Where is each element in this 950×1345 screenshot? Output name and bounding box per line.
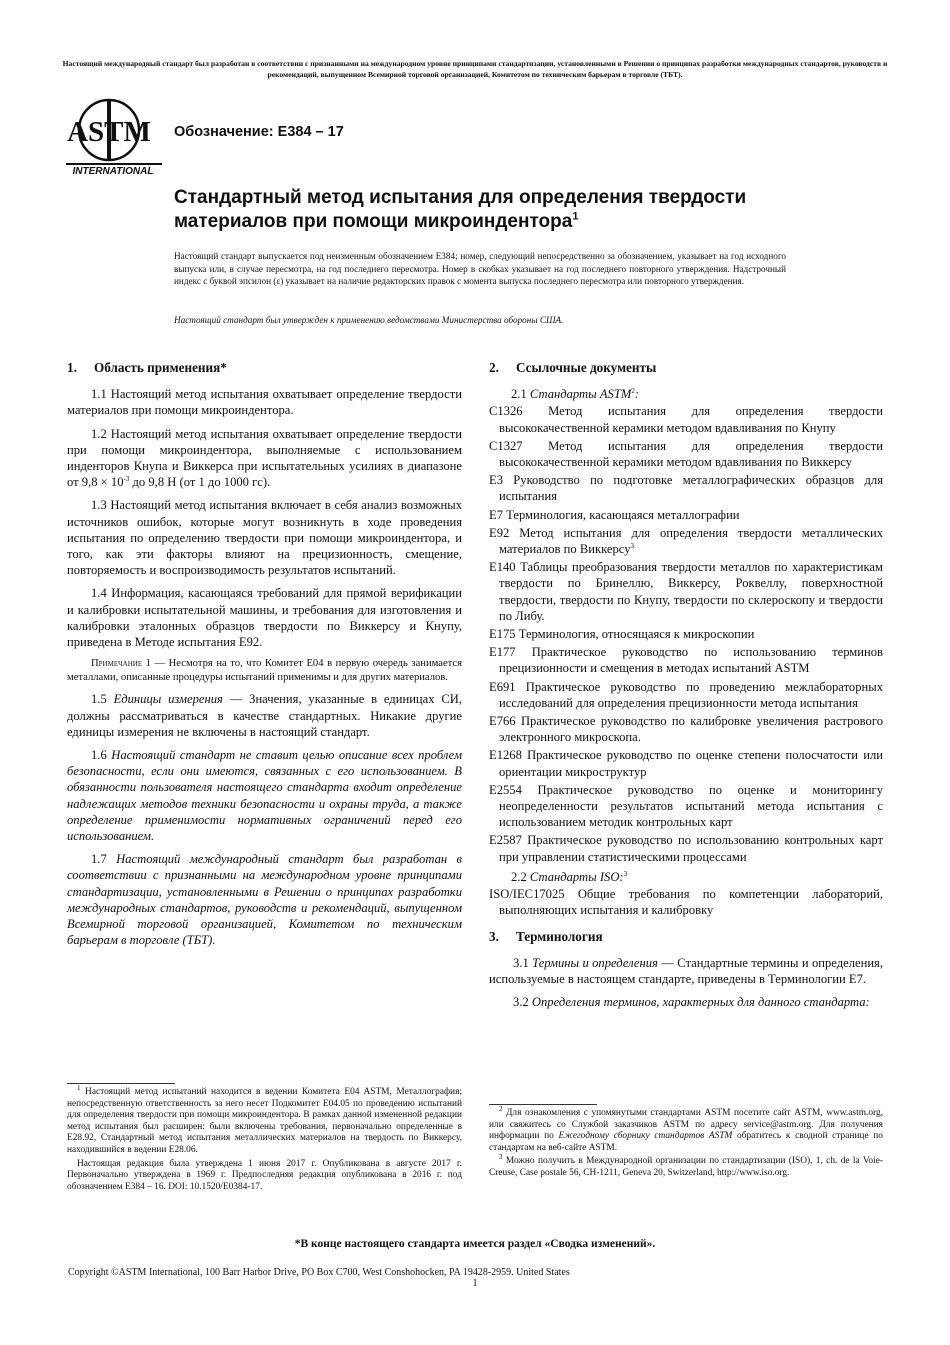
- footnote-rule: [67, 1083, 175, 1084]
- page-number: 1: [472, 1278, 478, 1289]
- ref-item: E175 Терминология, относящаяся к микроскопии: [489, 627, 755, 642]
- ref-item: E766 Практическое руководство по калибровке увеличения растрового электронного микроскопа.: [489, 714, 883, 745]
- copyright: Copyright ©ASTM International, 100 Barr Harbor Drive, PO Box C700, West Conshohocken, PA 19428-2959. United States: [68, 1267, 570, 1278]
- ref-item-iso: ISO/IEC17025 Общие требования по компетенции лабораторий, выполняющих испытания и калибровку: [489, 887, 883, 918]
- ref-item: E140 Таблицы преобразования твердости металлов по характеристикам твердости по Бринеллю, Виккерсу, Роквеллу, поверхностной твердости, твердости по Кнупу, твердости по склероскопу и твердости по Либу.: [489, 560, 883, 623]
- left-column: [67, 360, 462, 955]
- paragraph-1-1: 1.1 Настоящий метод испытания охватывает определение твердости материалов при помощи микроиндентора.: [67, 387, 462, 418]
- paragraph-3-2: 3.2 Определения терминов, характерных для данного стандарта:: [513, 995, 870, 1010]
- paragraph-1-5: 1.5 Единицы измерения — Значения, указанные в единицах СИ, должны рассматриваться в качестве стандартных. Никакие другие единицы измерения не включены в настоящий стандарт.: [67, 692, 463, 739]
- ref-item: C1327 Метод испытания для определения твердости высококачественной керамики методом вдавливания по Виккерсу: [489, 438, 883, 470]
- paragraph-1-6: 1.6 Настоящий стандарт не ставит целью описание всех проблем безопасности, если они имеются, связанных с его использованием. В обязанности пользователя настоящего стандарта входит определение надлежащих методов техники безопасности и охраны труда, а также определение применимости нормативных ограничений перед его использованием.: [67, 748, 462, 844]
- footnote-2: $^2$ Для ознакомления с упомянутыми стандартами ASTM посетите сайт ASTM, www.astm.org, или свяжитесь со Службой заказчиков ASTM по адресу service@astm.org. Для получения информации по Ежегодному сборнику стандартов ASTM обратитесь к сводной странице по стандартам на веб-сайте ASTM.: [489, 1104, 883, 1153]
- footnotes-right: [489, 1104, 883, 1182]
- astm-logo: [64, 97, 164, 177]
- subsection-2-2: 2.2 Стандарты ISO:$^3$: [511, 869, 628, 884]
- title-text: Стандартный метод испытания для определения твердости материалов при помощи микроиндентора: [174, 187, 747, 232]
- designation: Обозначение: E384 – 17: [174, 124, 344, 140]
- footnote-1-revision: Настоящая редакция была утверждена 1 июня 2017 г. Опубликована в августе 2017 г. Первоначально утверждена в 1969 г. Предпоследняя редакция опубликована в 2016 г. под обозначением E384 – 16. DOI: 10.1520/E0384-17.: [67, 1158, 462, 1192]
- footnotes-left: [67, 1083, 462, 1195]
- ref-item: E2554 Практическое руководство по оценке и мониторингу неопределенности результатов испытаний метода испытания с использованием методик контрольных карт: [489, 782, 883, 830]
- paragraph-1-7: 1.7 Настоящий международный стандарт был разработан в соответствии с признанными на международном уровне принципами стандартизации, установленными в Решении о принципах разработки международных стандартов, руководств и рекомендаций, выпущенном Всемирной торговой организацией, Комитетом по техническим барьерам в торговле (ТБТ).: [67, 852, 462, 948]
- logo-letters: ASTM: [67, 116, 151, 148]
- section-1-heading: 1. Область применения*: [67, 360, 227, 375]
- paragraph-3-1: 3.1 Термины и определения — Стандартные термины и определения, используемые в настоящем стандарте, приведены в Терминологии E7.: [489, 955, 883, 986]
- note-1: Примечание 1 — Несмотря на то, что Комитет E04 в первую очередь занимается металлами, описанные процедуры испытаний применимы и для других материалов.: [67, 658, 462, 683]
- ref-item: C1326 Метод испытания для определения твердости высококачественной керамики методом вдавливания по Кнупу: [489, 404, 883, 435]
- ref-item: E177 Практическое руководство по использованию терминов прецизионности и смещения в методах испытаний ASTM: [489, 645, 883, 676]
- ref-item: E2587 Практическое руководство по использованию контрольных карт при управлении статистическими процессами: [489, 833, 883, 864]
- section-3-heading: 3. Терминология: [489, 928, 603, 944]
- paragraph-1-3: 1.3 Настоящий метод испытания включает в себя анализ возможных источников ошибок, которые могут возникнуть в ходе проведения испытания по определению твердости при помощи микроиндентора, и того, как эти факторы влияют на прецизионность, смещение, повторяемость и воспроизводимость результатов испытаний.: [67, 498, 462, 578]
- summary-of-changes-note: *В конце настоящего стандарта имеется раздел «Сводка изменений».: [294, 1238, 656, 1250]
- ref-item: E92 Метод испытания для определения твердости металлических материалов по Виккерсу$^3$: [489, 525, 883, 557]
- subsection-2-1: 2.1 Стандарты ASTM$^2$:: [511, 387, 640, 402]
- section-2-heading: 2. Ссылочные документы: [489, 360, 657, 375]
- ref-item: E691 Практическое руководство по проведению межлабораторных исследований для определения прецизионности метода испытания: [489, 679, 883, 710]
- ref-item: E7 Терминология, касающаяся металлографии: [489, 507, 740, 522]
- wto-notice: Настоящий международный стандарт был разработан в соответствии с признанными на международном уровне принципами стандартизации, установленными в Решении о принципах разработки международных стандартов, руководств и рекомендаций, выпущенном Всемирной торговой организацией, Комитетом по техническим барьерам в торговле (ТБТ).: [62, 59, 888, 79]
- paragraph-1-2: 1.2 Настоящий метод испытания охватывает определение твердости при помощи микроиндентора, выполняемые с использованием инденторов Кнупа и Виккерса при испытательных усилиях в диапазоне от $9,8 \times 10^{-3}$ до 9,8 Н (от 1 до 1000 гс).: [67, 426, 462, 490]
- ref-item: E3 Руководство по подготовке металлографических образцов для испытания: [489, 473, 883, 504]
- paragraph-1-4: 1.4 Информация, касающаяся требований для прямой верификации и калибровки испытательной машины, и требования для изготовления и калибровки эталонных образцов твердости по Виккерсу и Кнупу, приведена в Методе испытания E92.: [67, 586, 462, 650]
- ref-item: E1268 Практическое руководство по оценке степени полосчатости или ориентации микроструктур: [489, 748, 883, 779]
- footnote-rule: [489, 1104, 597, 1105]
- footnote-3: $^3$ Можно получить в Международной организации по стандартизации (ISO), 1, ch. de la Voie-Creuse, Case postale 56, CH-1211, Geneva 20, Switzerland, http://www.iso.org.: [489, 1153, 883, 1178]
- logo-international: INTERNATIONAL: [72, 166, 154, 177]
- right-column: [489, 360, 883, 1017]
- document-title: [174, 186, 814, 234]
- footnote-1: $^1$ Настоящий метод испытаний находится в ведении Комитета E04 ASTM, Металлография; непосредственную ответственность за него несет Подкомитет E04.05 по проведению испытаний для определения твердости при помощи микроиндентора. В рамках данной измененной редакции метод испытания был расширен: были включены требования, первоначально определенные в E28.92, Стандартный метод испытания металлических материалов на твердость по Виккерсу, находившийся в ведении E28.06.: [67, 1083, 462, 1155]
- approval-statement: Настоящий стандарт был утвержден к применению ведомствами Министерства обороны США.: [174, 315, 564, 325]
- issuance-paragraph: Настоящий стандарт выпускается под неизменным обозначением E384; номер, следующий непосредственно за обозначением, указывает на год исходного выпуска или, в случае пересмотра, на год последнего пересмотра. Номер в скобках указывает на год последнего повторного утверждения. Надстрочный индекс с буквой эпсилон (ε) указывает на наличие редакторских правок с момента выпуска последнего пересмотра или повторного утверждения.: [174, 251, 786, 286]
- astm-logo-graphic: [64, 97, 164, 177]
- title-footnote-mark: 1: [572, 210, 579, 223]
